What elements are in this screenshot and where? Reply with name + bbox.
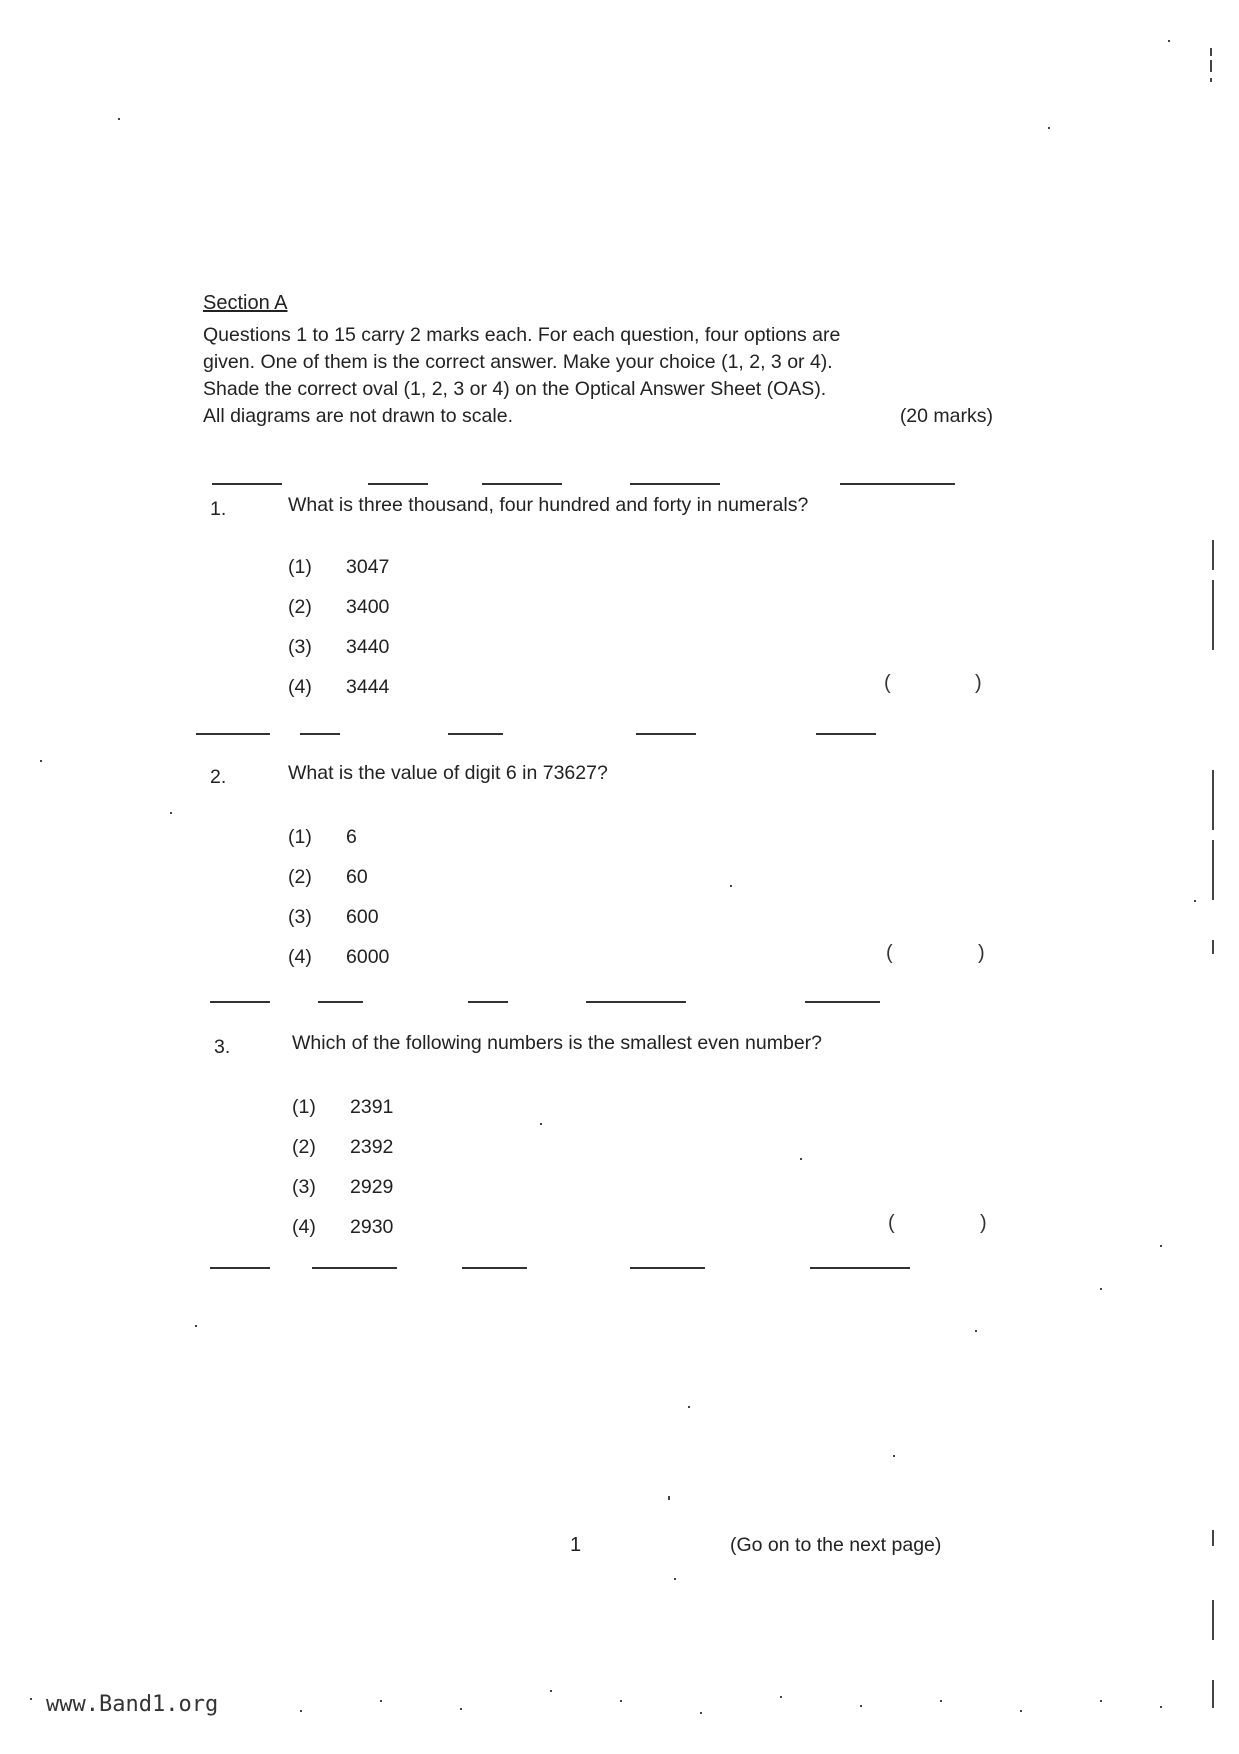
option: (2) 3400 <box>288 596 390 618</box>
instructions <box>203 322 993 430</box>
continue-note: (Go on to the next page) <box>730 1534 942 1556</box>
answer-bracket-open: ( <box>888 1212 895 1234</box>
question-number: 2. <box>210 766 227 788</box>
option: (2) 2392 <box>292 1136 394 1158</box>
question-number: 1. <box>210 498 227 520</box>
answer-bracket-open: ( <box>886 942 893 964</box>
watermark: www.Band1.org <box>46 1692 219 1717</box>
question-text: What is the value of digit 6 in 73627? <box>288 762 608 784</box>
divider <box>200 1001 990 1003</box>
question-number: 3. <box>214 1036 231 1058</box>
instruction-line: Questions 1 to 15 carry 2 marks each. For each question, four options are <box>203 324 841 346</box>
section-marks: (20 marks) <box>899 405 993 427</box>
divider <box>200 483 990 485</box>
answer-bracket-close: ) <box>980 1212 987 1234</box>
divider <box>200 733 990 735</box>
option: (4) 3444 <box>288 676 390 698</box>
instruction-line: given. One of them is the correct answer. Make your choice (1, 2, 3 or 4). <box>203 351 833 373</box>
option: (1) 3047 <box>288 556 390 578</box>
instruction-line: All diagrams are not drawn to scale. <box>203 405 513 427</box>
answer-bracket-close: ) <box>975 672 982 694</box>
option: (1) 6 <box>288 826 357 848</box>
option: (1) 2391 <box>292 1096 394 1118</box>
option: (2) 60 <box>288 866 368 888</box>
answer-bracket-open: ( <box>884 672 891 694</box>
question-text: Which of the following numbers is the smallest even number? <box>292 1032 823 1054</box>
instruction-line: Shade the correct oval (1, 2, 3 or 4) on the Optical Answer Sheet (OAS). <box>203 378 827 400</box>
option: (4) 6000 <box>288 946 390 968</box>
option: (3) 2929 <box>292 1176 394 1198</box>
option: (3) 600 <box>288 906 379 928</box>
option: (4) 2930 <box>292 1216 394 1238</box>
answer-bracket-close: ) <box>978 942 985 964</box>
divider <box>200 1267 990 1269</box>
page-number: 1 <box>570 1534 582 1556</box>
section-title: Section A <box>203 292 288 314</box>
question-text: What is three thousand, four hundred and forty in numerals? <box>288 494 809 516</box>
option: (3) 3440 <box>288 636 390 658</box>
